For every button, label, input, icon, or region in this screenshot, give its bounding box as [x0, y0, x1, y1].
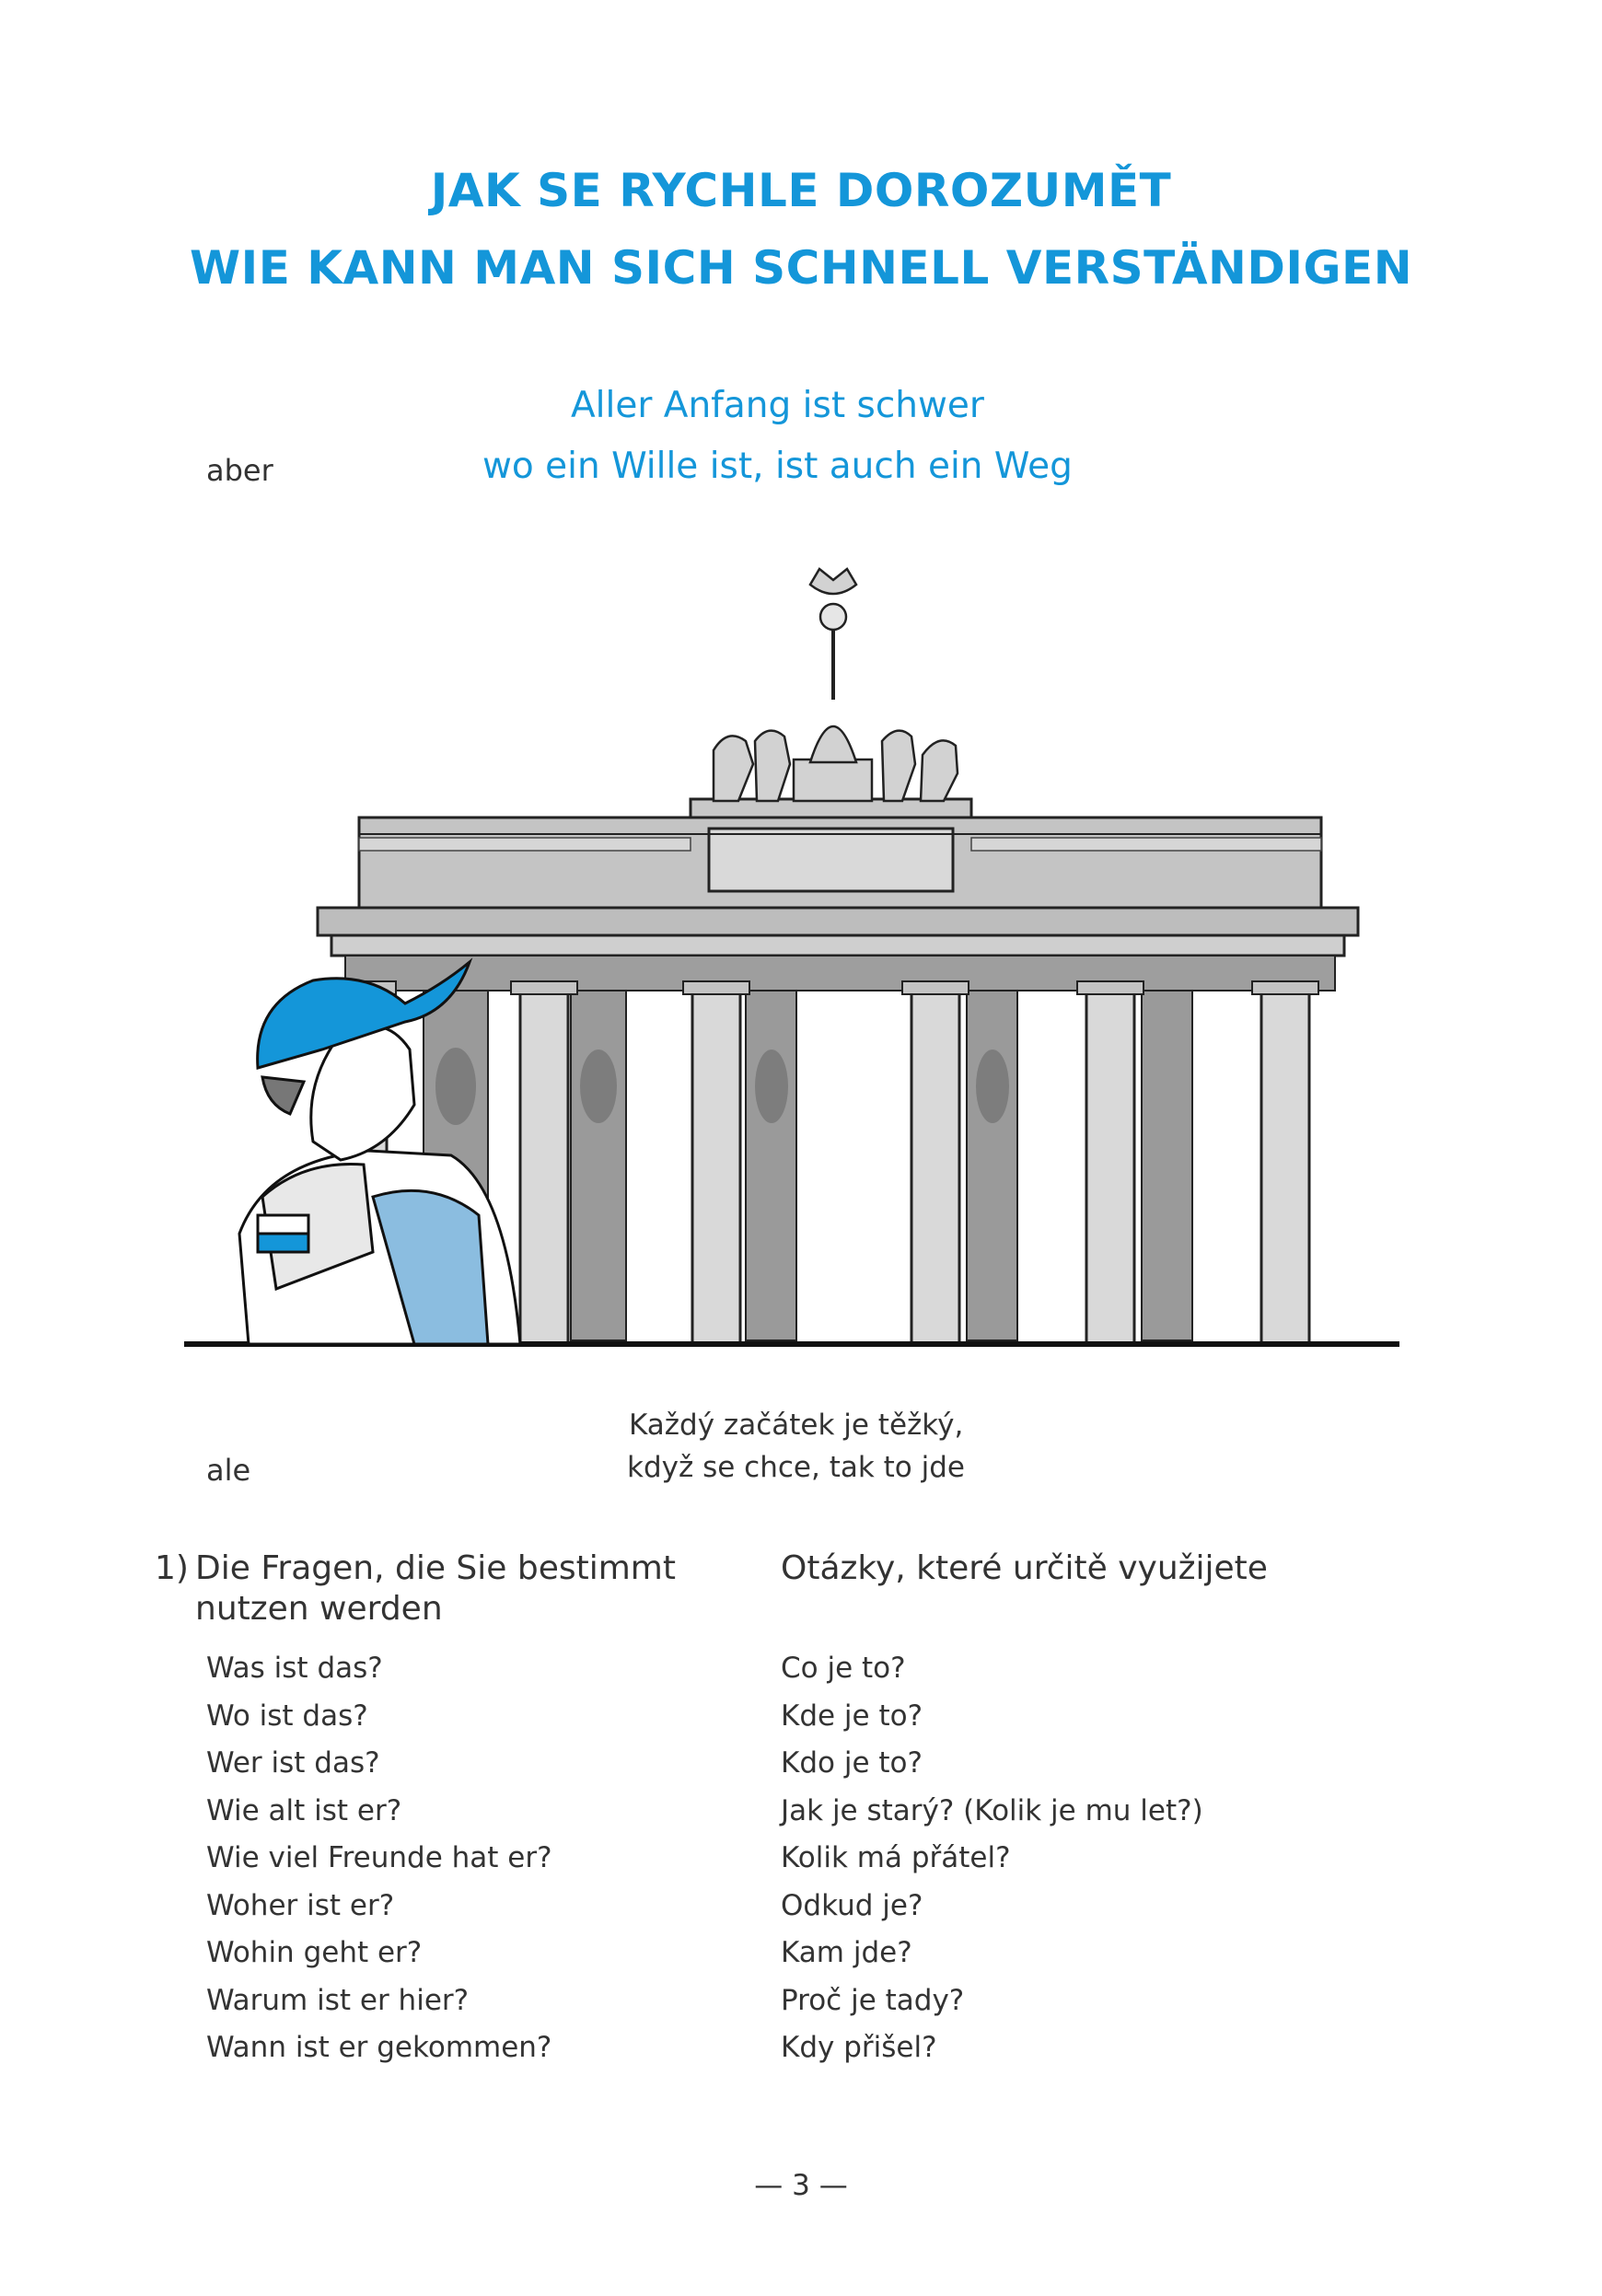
list-item: Wann ist er gekommen? — [206, 2031, 552, 2064]
question-list-german — [206, 1650, 552, 2077]
proverb-de-connector: aber — [206, 453, 273, 488]
list-item: Kam jde? — [781, 1936, 912, 1969]
page-title-german: WIE KANN MAN SICH SCHNELL VERSTÄNDIGEN — [189, 241, 1413, 295]
list-item: Wie alt ist er? — [206, 1793, 402, 1827]
list-item: Jak je starý? (Kolik je mu let?) — [781, 1793, 1203, 1827]
section-heading-de-line2: nutzen werden — [195, 1590, 443, 1628]
list-item: Wer ist das? — [206, 1746, 380, 1780]
list-item: Kdo je to? — [781, 1746, 923, 1780]
section-heading-german — [155, 1548, 726, 1629]
proverb-cz-line2: když se chce, tak to jde — [627, 1451, 965, 1484]
list-item: Kolik má přátel? — [781, 1841, 1011, 1874]
list-item: Kdy přišel? — [781, 2031, 937, 2064]
proverb-cz-line1: Každý začátek je těžký, — [629, 1409, 964, 1442]
list-item: Proč je tady? — [781, 1983, 965, 2017]
list-item: Odkud je? — [781, 1888, 923, 1922]
list-item: Wohin geht er? — [206, 1936, 423, 1969]
page-title-czech: JAK SE RYCHLE DOROZUMĚT — [430, 164, 1172, 217]
list-item: Warum ist er hier? — [206, 1983, 470, 2017]
list-item: Kde je to? — [781, 1699, 923, 1733]
list-item: Wie viel Freunde hat er? — [206, 1841, 552, 1874]
brandenburg-gate-illustration — [175, 552, 1409, 1363]
list-item: Was ist das? — [206, 1652, 383, 1685]
section-heading-czech: Otázky, které určitě využijete — [781, 1549, 1268, 1587]
section-heading-de-line1: Die Fragen, die Sie bestimmt — [195, 1549, 676, 1587]
list-item: Wo ist das? — [206, 1699, 368, 1733]
proverb-cz-connector: ale — [206, 1453, 251, 1488]
list-item: Co je to? — [781, 1652, 906, 1685]
section-number: 1) — [155, 1549, 189, 1587]
question-list-czech — [781, 1650, 1203, 2077]
proverb-de-line1: Aller Anfang ist schwer — [571, 385, 984, 426]
list-item: Woher ist er? — [206, 1888, 395, 1922]
proverb-de-line2: wo ein Wille ist, ist auch ein Weg — [482, 446, 1073, 487]
page-number: — 3 — — [754, 2169, 848, 2202]
